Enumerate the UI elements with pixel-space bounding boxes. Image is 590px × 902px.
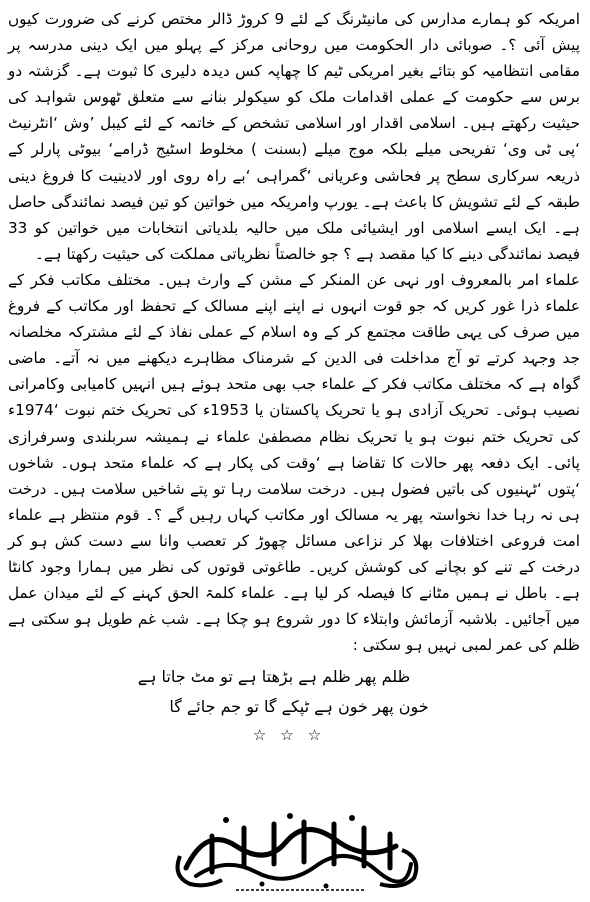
calligraphy-seal-logo	[166, 806, 428, 896]
article-paragraph-2: علماء امر بالمعروف اور نہی عن المنکر کے مشن کے وارث ہیں۔ مختلف مکاتب فکر کے علماء ذرا غور کریں کہ جو قوت انہوں نے اپنے اپنے مسالک کے تحفظ اور مکاتب کے فروغ میں صرف کی یہی طاقت مجتمع کر کے وہ اسلام کے عملی نفاذ کے لئے مشترکہ مخلصانہ جد وجہد کرتے تو آج مداخلت فی الدین کے شرمناک مظاہرے دیکھنے میں نہ آتے۔ ماضی گواہ ہے کہ مختلف مکاتب فکر کے علماء جب بھی متحد ہوئے ہیں انہیں کامیابی وکامرانی نصیب ہوئی۔ تحریک آزادی ہو یا تحریک پاکستان یا 1953ء کی تحریک ختم نبوت ‘1974ء کی تحریک ختم نبوت ہو یا تحریک نظام مصطفیٰ علماء نے ہمیشہ سربلندی وسرفرازی پائی۔ ایک دفعہ پھر حالات کا تقاضا ہے ‘وقت کی پکار ہے کہ علماء متحد ہوں۔ شاخوں ‘پتوں ‘ٹہنیوں کی باتیں فضول ہیں۔ درخت سلامت رہا تو پتے شاخیں سلامت ہیں۔ درخت ہی نہ رہا خدا نخواستہ پھر یہ مسالک اور مکاتب کہاں رہیں گے ؟۔ قوم منتظر ہے علماء امت فروعی اختلافات بھلا کر نزاعی مسائل چھوڑ کر تعصب وانا سے دست کش ہو کر درخت کے تنے کو بچانے کی کوشش کریں۔ طاغوتی قوتوں کی نظر میں ہمارا وجود کانٹا ہے۔ باطل نے ہمیں مٹانے کا فیصلہ کر لیا ہے۔ علماء کلمۃ الحق کہنے کے لئے میدان عمل میں آجائیں۔ بلاشبہ آزمائش وابتلاء کا دور شروع ہو چکا ہے۔ شب غم طویل ہو سکتی ہے ظلم کی عمر لمبی نہیں ہو سکتی :	[8, 270, 580, 655]
poem-line-2: خون پھر خون ہے ٹپکے گا تو جم جائے گا	[169, 697, 429, 717]
poem-couplet	[8, 662, 580, 722]
poem-line-1: ظلم پھر ظلم ہے بڑھتا ہے تو مٹ جاتا ہے	[137, 667, 411, 687]
star-divider: ☆☆☆	[252, 726, 336, 745]
article-paragraph-1: امریکہ کو ہمارے مدارس کی مانیٹرنگ کے لئے 9 کروڑ ڈالر مختص کرنے کی ضرورت کیوں پیش آئی ؟۔ صوبائی دار الحکومت میں روحانی مرکز کے پہلو میں ایک دینی مدرسہ پر مقامی انتظامیہ کو بتائے بغیر امریکی ٹیم کا چھاپہ کس دیدہ دلیری کا ثبوت ہے۔ گزشتہ دو برس سے حکومت کے عملی اقدامات ملک کو سیکولر بنانے سے متعلق ٹھوس شواہد کی حیثیت رکھتے ہیں۔ اسلامی اقدار اور اسلامی تشخص کے خاتمہ کے لئے کیبل ’وش ‘انٹرنیٹ ‘پی ٹی وی‘ تفریحی میلے بلکہ موج میلے (بسنت ) مخلوط اسٹیج ڈرامے‘ بیوٹی پارلر کے ذریعہ سرکاری سطح پر فحاشی وعریانی ‘گمراہی ‘بے راہ روی اور لادینیت کا فروغ دینی طبقہ کے لئے تشویش کا باعث ہے۔ یورپ وامریکہ میں خواتین کو تین فیصد نمائندگی حاصل ہے۔ ایک ایسے اسلامی اور ایشیائی ملک میں حالیہ بلدیاتی انتخابات میں خواتین کو 33 فیصد نمائندگی دینے کا کیا مقصد ہے ؟ جو خالصتاً نظریاتی مملکت کی حیثیت رکھتا ہے۔	[8, 10, 580, 263]
